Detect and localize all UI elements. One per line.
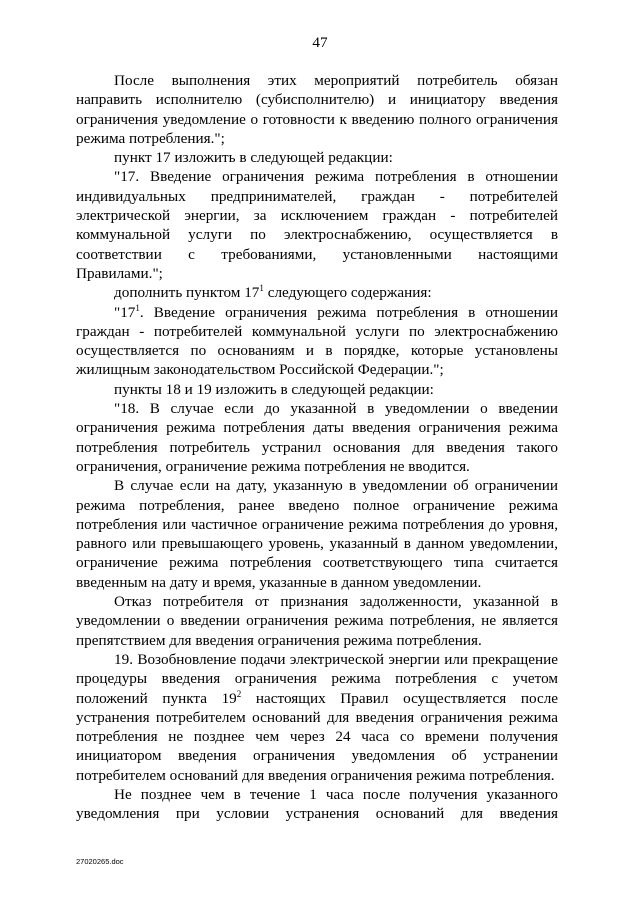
paragraph [76, 399, 558, 476]
paragraph [76, 303, 558, 380]
text-run: пункт 17 изложить в следующей редакции: [114, 149, 393, 167]
text-run: следующего содержания: [263, 284, 432, 302]
text-run: После выполнения этих мероприятий потребитель обязан направить исполнителю (субисполнителю) и инициатору введения ограничения уведомление о готовности к введению полного ограничения режима потребления."; [76, 72, 558, 147]
text-run: "17 [114, 303, 136, 321]
text-run: настоящих Правил осуществляется после устранения потребителем оснований для введения ограничения режима потребления не позднее чем через 24 часа со времени получения инициатором введения ограничения уведомления об устранении потребителем оснований для введения ограничения режима потребления. [76, 689, 559, 784]
page-number: 47 [312, 34, 328, 51]
paragraph [76, 476, 558, 592]
paragraph [76, 592, 558, 650]
paragraph [76, 71, 558, 148]
paragraph [76, 650, 558, 785]
paragraph [76, 380, 558, 399]
paragraph [76, 283, 558, 302]
footer-filename: 27020265.doc [76, 857, 124, 866]
superscript: 1 [259, 283, 264, 294]
paragraph [76, 167, 558, 283]
superscript: 2 [236, 688, 242, 699]
superscript: 1 [135, 302, 140, 313]
text-run: В случае если на дату, указанную в уведомлении об ограничении режима потребления, ранее введено полное ограничение режима потребления или частичное ограничение режима потребления до уровня, равного или превышающего уровень, указанный в данном уведомлении, ограничение режима потребления соответствующего типа считается введенным на дату и время, указанные в данном уведомлении. [76, 477, 558, 591]
text-run: "18. В случае если до указанной в уведомлении о введении ограничения режима потребления даты введения ограничения режима потребления потребитель устранил основания для введения такого ограничения, ограничение режима потребления не вводится. [76, 400, 558, 475]
text-run: "17. Введение ограничения режима потребления в отношении индивидуальных предпринимателей, граждан - потребителей электрической энергии, за исключением граждан - потребителей коммунальной услуги по электроснабжению, осуществляется в соответствии с требованиями, установленными настоящими Правилами."; [76, 168, 558, 282]
text-run: . Введение ограничения режима потребления в отношении граждан - потребителей коммунальной услуги по электроснабжению осуществляется по основаниям и в порядке, которые установлены жилищным законодательством Российской Федерации."; [76, 303, 558, 379]
paragraph [76, 785, 558, 824]
text-run: Не позднее чем в течение 1 часа после получения указанного уведомления при условии устранения оснований для введения [76, 785, 558, 823]
text-run: дополнить пунктом 17 [114, 284, 260, 302]
text-run: пункты 18 и 19 изложить в следующей редакции: [114, 380, 434, 398]
document-body [76, 71, 558, 824]
text-run: 19. Возобновление подачи электрической энергии или прекращение процедуры введения ограничения режима потребления с учетом положений пункта 19 [76, 650, 558, 707]
text-run: Отказ потребителя от признания задолженности, указанной в уведомлении о введении ограничения режима потребления, не является препятствием для введения ограничения режима потребления. [76, 593, 558, 649]
paragraph [76, 148, 558, 167]
